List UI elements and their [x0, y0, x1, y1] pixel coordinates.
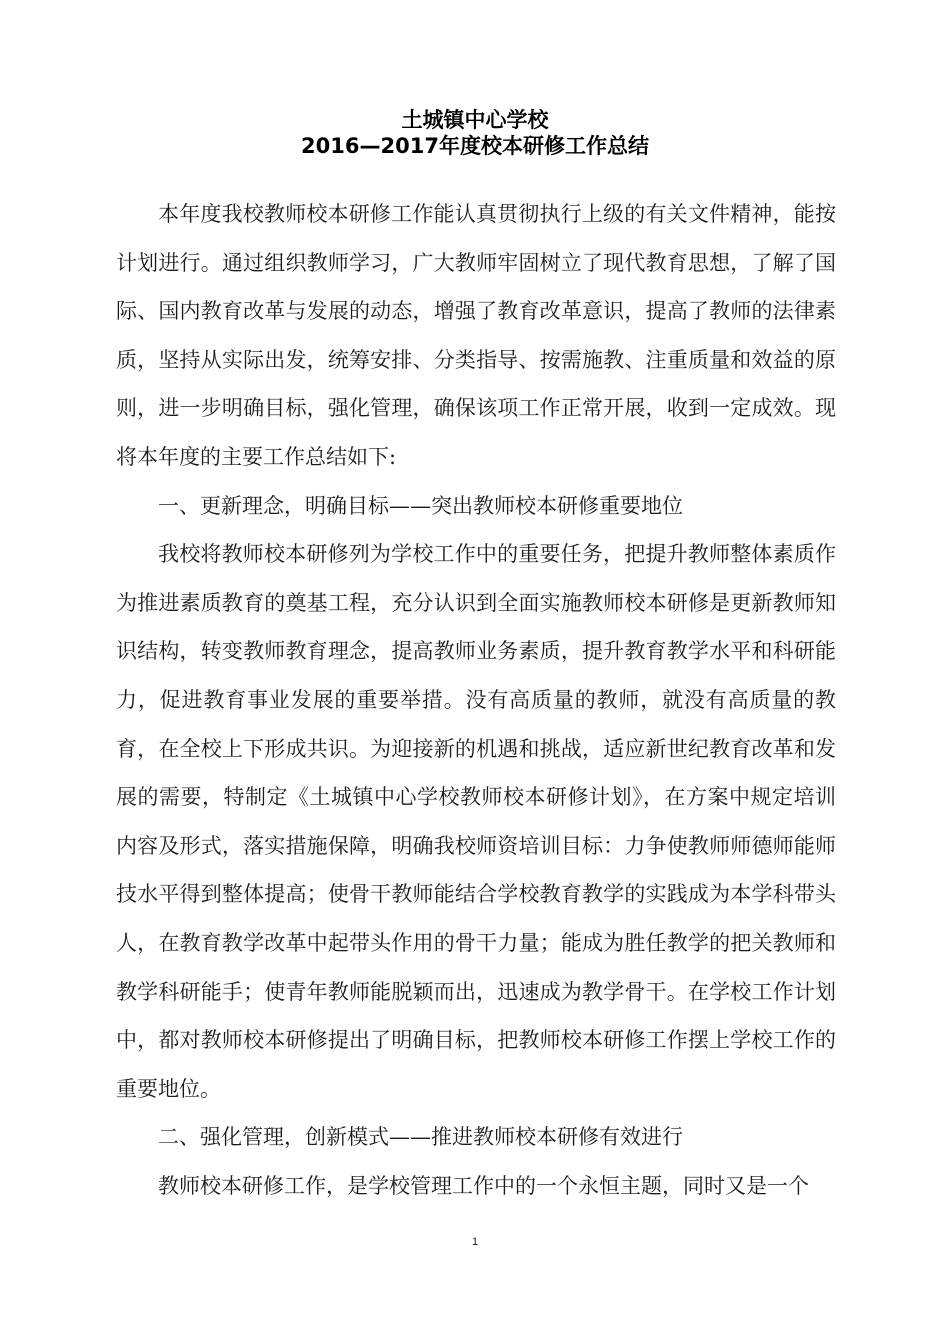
document-body: [116, 190, 836, 1210]
page-number: 1: [471, 1236, 479, 1248]
intro-paragraph: 本年度我校教师校本研修工作能认真贯彻执行上级的有关文件精神，能按计划进行。通过组织教师学习，广大教师牢固树立了现代教育思想，了解了国际、国内教育改革与发展的动态，增强了教育改革意识，提高了教师的法律素质，坚持从实际出发，统筹安排、分类指导、按需施教、注重质量和效益的原则，进一步明确目标，强化管理，确保该项工作正常开展，收到一定成效。现将本年度的主要工作总结如下:: [116, 202, 836, 469]
document-title-school: 土城镇中心学校: [401, 108, 549, 132]
document-title-report: 2016—2017年度校本研修工作总结: [301, 134, 649, 158]
section-2-paragraph: 教师校本研修工作，是学校管理工作中的一个永恒主题，同时又是一个: [158, 1173, 809, 1198]
section-heading-1: 一、更新理念，明确目标——突出教师校本研修重要地位: [158, 493, 683, 518]
section-1-paragraph: 我校将教师校本研修列为学校工作中的重要任务，把提升教师整体素质作为推进素质教育的奠基工程，充分认识到全面实施教师校本研修是更新教师知识结构，转变教师教育理念，提高教师业务素质，提升教育教学水平和科研能力，促进教育事业发展的重要举措。没有高质量的教师，就没有高质量的教育，在全校上下形成共识。为迎接新的机遇和挑战，适应新世纪教育改革和发展的需要，特制定《土城镇中心学校教师校本研修计划》，在方案中规定培训内容及形式，落实措施保障，明确我校师资培训目标：力争使教师师德师能师技水平得到整体提高；使骨干教师能结合学校教育教学的实践成为本学科带头人，在教育教学改革中起带头作用的骨干力量；能成为胜任教学的把关教师和教学科研能手；使青年教师能脱颖而出，迅速成为教学骨干。在学校工作计划中，都对教师校本研修提出了明确目标，把教师校本研修工作摆上学校工作的重要地位。: [116, 542, 836, 1101]
section-heading-2: 二、强化管理，创新模式——推进教师校本研修有效进行: [158, 1125, 683, 1150]
